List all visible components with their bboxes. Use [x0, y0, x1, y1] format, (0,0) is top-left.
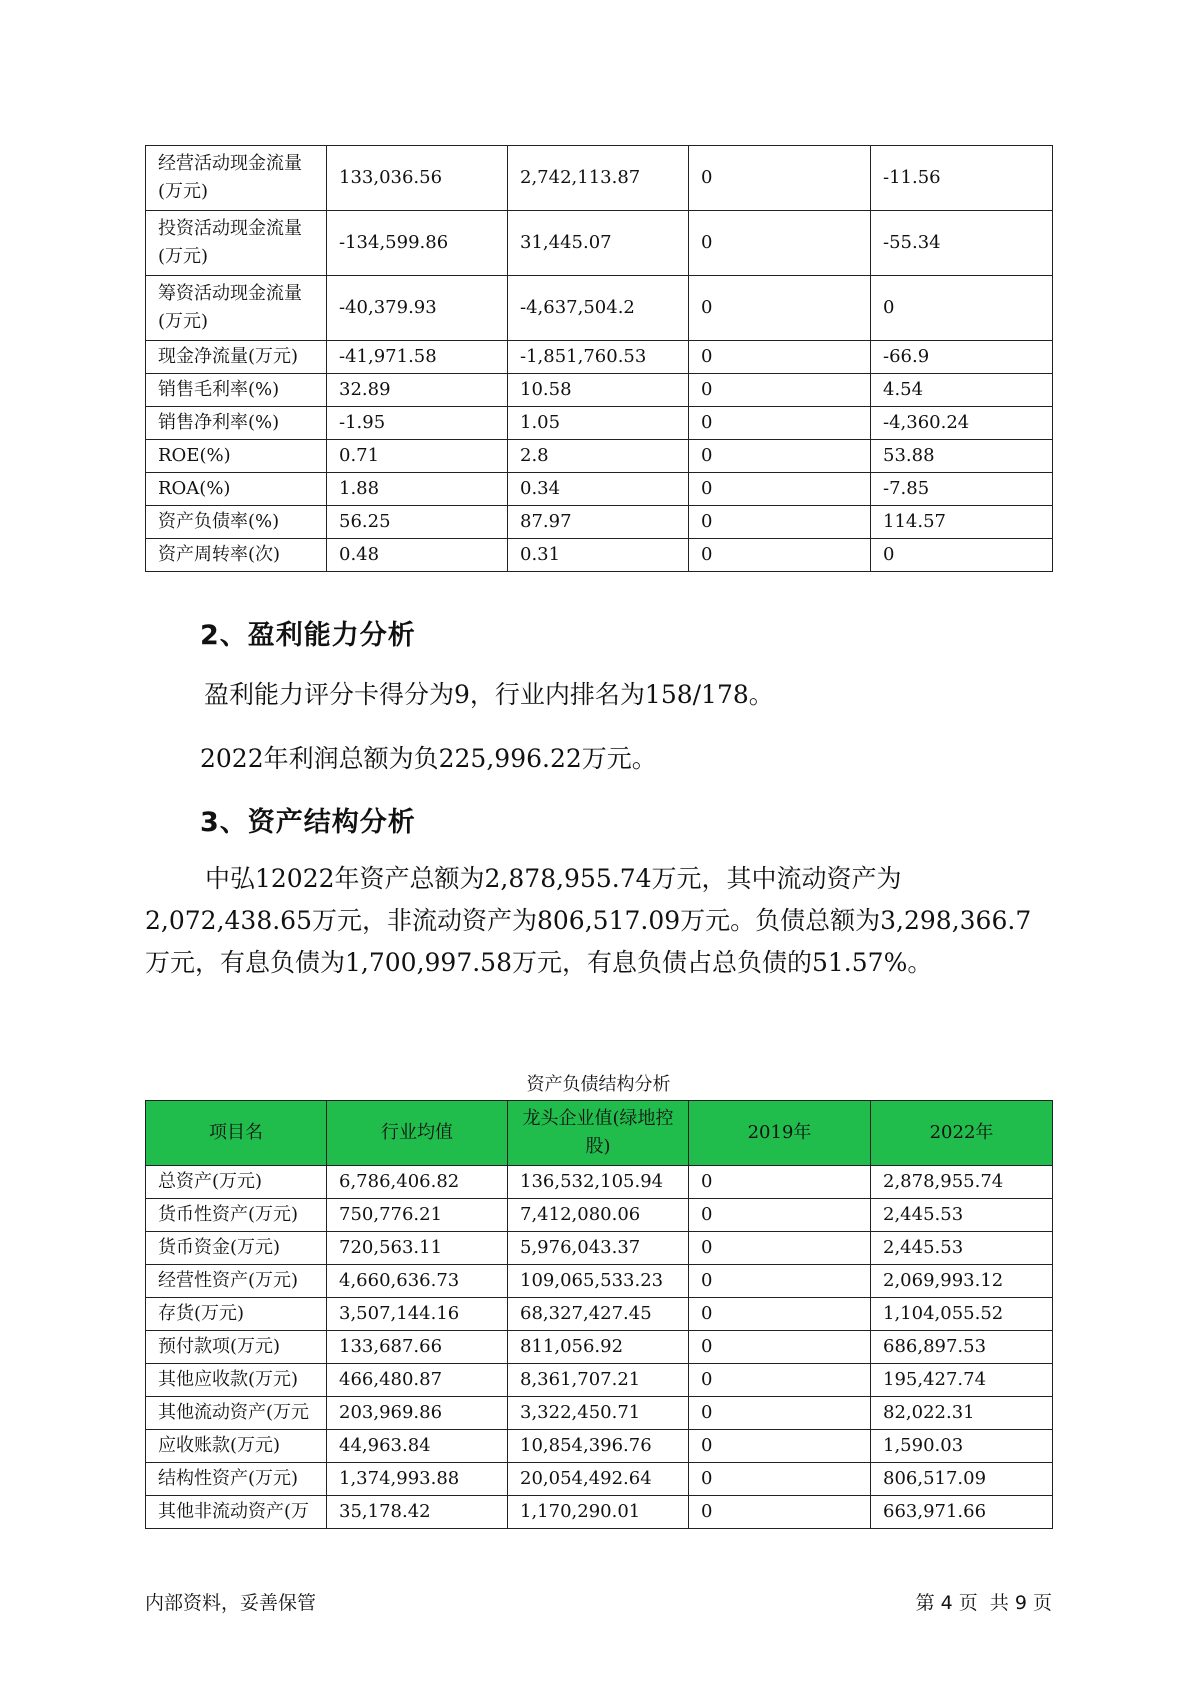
table-cell: 806,517.09	[871, 1463, 1053, 1496]
table-cell: 0.31	[508, 539, 689, 572]
table-cell: -4,360.24	[871, 407, 1053, 440]
table-row	[146, 1364, 1053, 1397]
table-cell: 2,742,113.87	[508, 146, 689, 211]
table-cell: 筹资活动现金流量(万元)	[146, 276, 327, 341]
table-cell: 货币资金(万元)	[146, 1232, 327, 1265]
table-cell: 0	[689, 1496, 871, 1529]
table-cell: 750,776.21	[327, 1199, 508, 1232]
footer-page-number: 第 4 页 共 9 页	[915, 1592, 1052, 1614]
financial-indicators-table	[145, 145, 1053, 572]
table-cell: -7.85	[871, 473, 1053, 506]
table-cell: 0	[689, 276, 871, 341]
table-cell: 10.58	[508, 374, 689, 407]
table-cell: 4.54	[871, 374, 1053, 407]
table-cell: 10,854,396.76	[508, 1430, 689, 1463]
table-cell: 0	[689, 146, 871, 211]
table-cell: 0	[689, 506, 871, 539]
section-heading-asset-structure: 3、资产结构分析	[200, 807, 416, 838]
table-cell: -41,971.58	[327, 341, 508, 374]
table-row	[146, 211, 1053, 276]
table-cell: 82,022.31	[871, 1397, 1053, 1430]
table-cell: 0	[689, 407, 871, 440]
table-cell: 686,897.53	[871, 1331, 1053, 1364]
table-cell: ROE(%)	[146, 440, 327, 473]
table-cell: 3,322,450.71	[508, 1397, 689, 1430]
table-row	[146, 1265, 1053, 1298]
table-cell: -134,599.86	[327, 211, 508, 276]
footer-confidential-note: 内部资料，妥善保管	[145, 1592, 317, 1614]
table-cell: 0	[871, 276, 1053, 341]
table-cell: 货币性资产(万元)	[146, 1199, 327, 1232]
table-cell: 20,054,492.64	[508, 1463, 689, 1496]
column-header: 2019年	[689, 1101, 871, 1166]
table-cell: 32.89	[327, 374, 508, 407]
table-row	[146, 1166, 1053, 1199]
table-cell: 0	[689, 1364, 871, 1397]
table-cell: 6,786,406.82	[327, 1166, 508, 1199]
table-cell: 0.34	[508, 473, 689, 506]
table-row	[146, 1397, 1053, 1430]
table-cell: 0	[689, 1298, 871, 1331]
table-cell: 经营性资产(万元)	[146, 1265, 327, 1298]
table-cell: 8,361,707.21	[508, 1364, 689, 1397]
table-cell: 0	[689, 1166, 871, 1199]
table-header-row	[146, 1101, 1053, 1166]
table-cell: 0	[689, 1463, 871, 1496]
table-cell: 销售净利率(%)	[146, 407, 327, 440]
table-cell: 35,178.42	[327, 1496, 508, 1529]
table-cell: 53.88	[871, 440, 1053, 473]
table-cell: 0	[689, 473, 871, 506]
table-cell: 现金净流量(万元)	[146, 341, 327, 374]
table-row	[146, 1496, 1053, 1529]
column-header: 龙头企业值(绿地控股)	[508, 1101, 689, 1166]
table-cell: -55.34	[871, 211, 1053, 276]
table-cell: 0	[689, 1265, 871, 1298]
table-cell: 133,687.66	[327, 1331, 508, 1364]
table-cell: 56.25	[327, 506, 508, 539]
table-caption: 资产负债结构分析	[526, 1074, 671, 1095]
table-row	[146, 407, 1053, 440]
table-cell: 109,065,533.23	[508, 1265, 689, 1298]
table-cell: 0.48	[327, 539, 508, 572]
table-cell: 0.71	[327, 440, 508, 473]
table-cell: -66.9	[871, 341, 1053, 374]
table-cell: 31,445.07	[508, 211, 689, 276]
table-row	[146, 146, 1053, 211]
profitability-score-text: 盈利能力评分卡得分为9，行业内排名为158/178。	[204, 680, 774, 709]
table-cell: 663,971.66	[871, 1496, 1053, 1529]
table-cell: 466,480.87	[327, 1364, 508, 1397]
table-cell: 1,374,993.88	[327, 1463, 508, 1496]
table-cell: 7,412,080.06	[508, 1199, 689, 1232]
table-cell: 0	[689, 1430, 871, 1463]
table-cell: 4,660,636.73	[327, 1265, 508, 1298]
table-cell: 720,563.11	[327, 1232, 508, 1265]
table-cell: 投资活动现金流量(万元)	[146, 211, 327, 276]
table-row	[146, 276, 1053, 341]
column-header: 项目名	[146, 1101, 327, 1166]
table-cell: 结构性资产(万元)	[146, 1463, 327, 1496]
table-row	[146, 374, 1053, 407]
table-cell: 0	[689, 1199, 871, 1232]
table-cell: 预付款项(万元)	[146, 1331, 327, 1364]
table-cell: 资产负债率(%)	[146, 506, 327, 539]
table-cell: 1,590.03	[871, 1430, 1053, 1463]
section-heading-profitability: 2、盈利能力分析	[200, 620, 416, 651]
table-row	[146, 539, 1053, 572]
table-cell: 133,036.56	[327, 146, 508, 211]
table-cell: 2,069,993.12	[871, 1265, 1053, 1298]
table-cell: -40,379.93	[327, 276, 508, 341]
table-cell: 2,445.53	[871, 1199, 1053, 1232]
table-row	[146, 341, 1053, 374]
table-cell: -11.56	[871, 146, 1053, 211]
table-cell: 0	[689, 440, 871, 473]
table-row	[146, 1463, 1053, 1496]
column-header: 2022年	[871, 1101, 1053, 1166]
table-cell: -1,851,760.53	[508, 341, 689, 374]
table-cell: 1,170,290.01	[508, 1496, 689, 1529]
table-row	[146, 1199, 1053, 1232]
table-row	[146, 473, 1053, 506]
table-cell: 114.57	[871, 506, 1053, 539]
table-cell: 2,445.53	[871, 1232, 1053, 1265]
table-cell: 其他应收款(万元)	[146, 1364, 327, 1397]
table-cell: 0	[689, 211, 871, 276]
table-row	[146, 506, 1053, 539]
table-cell: -4,637,504.2	[508, 276, 689, 341]
table-cell: 存货(万元)	[146, 1298, 327, 1331]
table-cell: 经营活动现金流量(万元)	[146, 146, 327, 211]
table-cell: 资产周转率(次)	[146, 539, 327, 572]
table-cell: 195,427.74	[871, 1364, 1053, 1397]
table-cell: 总资产(万元)	[146, 1166, 327, 1199]
table-cell: 其他非流动资产(万	[146, 1496, 327, 1529]
asset-structure-text: 中弘12022年资产总额为2,878,955.74万元，其中流动资产为2,072,438.65万元，非流动资产为806,517.09万元。负债总额为3,298,366.7万元，有息负债为1,700,997.58万元，有息负债占总负债的51.57%。	[145, 864, 1032, 977]
table-cell: 136,532,105.94	[508, 1166, 689, 1199]
table-cell: 44,963.84	[327, 1430, 508, 1463]
table-cell: 0	[871, 539, 1053, 572]
table-cell: 销售毛利率(%)	[146, 374, 327, 407]
column-header: 行业均值	[327, 1101, 508, 1166]
table-cell: 2.8	[508, 440, 689, 473]
table-cell: 2,878,955.74	[871, 1166, 1053, 1199]
table-row	[146, 1232, 1053, 1265]
table-cell: 应收账款(万元)	[146, 1430, 327, 1463]
table-cell: 68,327,427.45	[508, 1298, 689, 1331]
table-cell: 87.97	[508, 506, 689, 539]
table-cell: 1.88	[327, 473, 508, 506]
table-cell: 0	[689, 341, 871, 374]
table-cell: 5,976,043.37	[508, 1232, 689, 1265]
table-cell: 0	[689, 1397, 871, 1430]
table-cell: 203,969.86	[327, 1397, 508, 1430]
table-row	[146, 1430, 1053, 1463]
table-cell: 1.05	[508, 407, 689, 440]
table-row	[146, 440, 1053, 473]
table-cell: ROA(%)	[146, 473, 327, 506]
table-row	[146, 1331, 1053, 1364]
asset-liability-table	[145, 1100, 1053, 1529]
table-row	[146, 1298, 1053, 1331]
table-cell: 811,056.92	[508, 1331, 689, 1364]
table-cell: 3,507,144.16	[327, 1298, 508, 1331]
table-cell: 1,104,055.52	[871, 1298, 1053, 1331]
table-cell: 其他流动资产(万元	[146, 1397, 327, 1430]
table-cell: 0	[689, 1331, 871, 1364]
profit-total-text: 2022年利润总额为负225,996.22万元。	[200, 744, 657, 773]
table-cell: -1.95	[327, 407, 508, 440]
table-cell: 0	[689, 1232, 871, 1265]
table-cell: 0	[689, 539, 871, 572]
table-cell: 0	[689, 374, 871, 407]
